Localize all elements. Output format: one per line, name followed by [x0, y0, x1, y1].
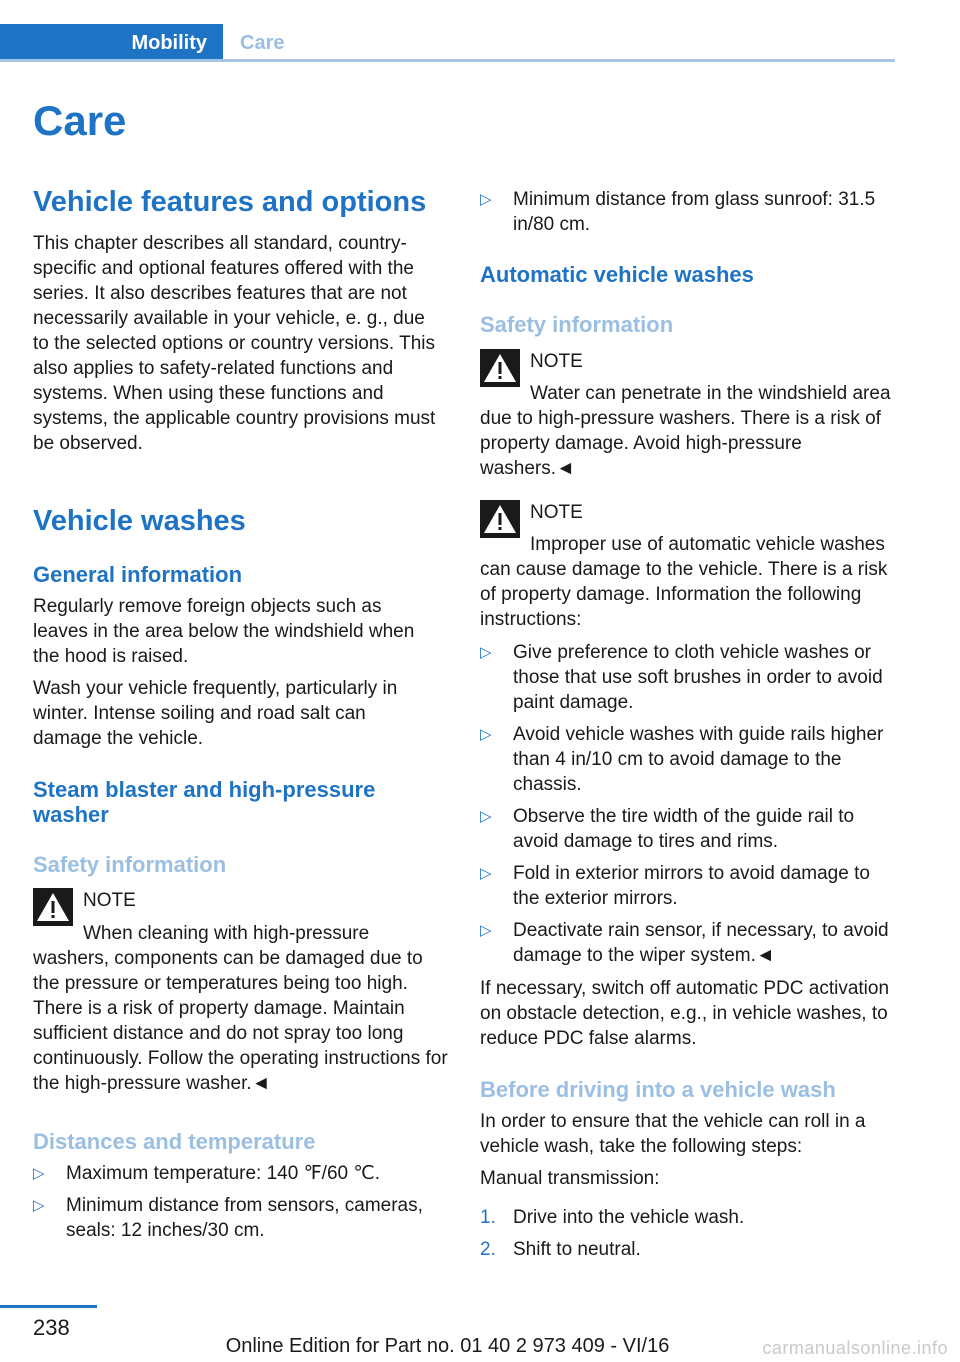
step-number: 1. — [480, 1207, 496, 1228]
note-label: NOTE — [530, 502, 583, 523]
list-item: ▷ Maximum temperature: 140 ℉/60 ℃. — [33, 1163, 380, 1184]
edition-text: Online Edition for Part no. 01 40 2 973 409 - VI/16 — [225, 1335, 670, 1357]
steps-list — [480, 1205, 896, 1262]
note-windshield — [480, 349, 896, 481]
heading-distances-temperature: Distances and temperature — [33, 1129, 316, 1154]
list-item: ▷ Minimum distance from sensors, cameras, seals: 12 inches/30 cm. — [33, 1195, 423, 1241]
heading-vehicle-washes: Vehicle washes — [33, 505, 246, 537]
note-automatic-washes — [480, 500, 896, 632]
warning-icon — [480, 349, 520, 387]
heading-general-information: General information — [33, 562, 243, 587]
note-text — [33, 888, 448, 1096]
warning-icon — [480, 500, 520, 538]
step-number: 2. — [480, 1239, 496, 1260]
heading-before-driving: Before driving into a vehicle wash — [480, 1077, 836, 1102]
list-item: ▷ Observe the tire width of the guide rail to avoid damage to tires and rims. — [480, 806, 855, 852]
list-item: ▷ Deactivate rain sensor, if necessary, to avoid damage to the wiper system.◄ — [480, 920, 889, 966]
page-title: Care — [33, 97, 127, 144]
list-item: ▷ Avoid vehicle washes with guide rails higher than 4 in/10 cm to avoid damage to the chassis. — [480, 724, 884, 795]
tab-care[interactable]: Care — [240, 32, 285, 54]
manual-transmission-label: Manual transmission: — [480, 1168, 660, 1189]
warning-icon — [33, 888, 73, 926]
triangle-bullet-icon: ▷ — [480, 644, 492, 661]
note-text-content: Improper use of automatic vehicle washes can cause damage to the vehicle. There is a risk of property damage. Information the following instructions: — [480, 534, 888, 630]
triangle-bullet-icon: ▷ — [480, 865, 492, 882]
heading-automatic-vehicle-washes: Automatic vehicle washes — [480, 262, 754, 287]
tab-mobility[interactable]: Mobility — [0, 24, 223, 62]
note-label: NOTE — [530, 351, 583, 372]
triangle-bullet-icon: ▷ — [480, 191, 492, 208]
note-text-content: When cleaning with high-pressure washers, components can be damaged due to the pressure or temperatures being too high. There is a risk of property damage. Maintain sufficient distance and do not spray too long continuously. Follow the operating instructions for the high-pressure washer.◄ — [33, 923, 448, 1094]
general-paragraph-2: Wash your vehicle frequently, particularly in winter. Intense soiling and road salt can damage the vehicle. — [33, 678, 398, 749]
header-rule — [0, 59, 895, 62]
note-text-content: Water can penetrate in the windshield area due to high-pressure washers. There is a risk of property damage. Avoid high-pressure washers.◄ — [480, 383, 891, 479]
page-number: 238 — [33, 1315, 70, 1340]
list-item: ▷ Minimum distance from glass sunroof: 31.5 in/80 cm. — [480, 189, 876, 235]
note-label: NOTE — [83, 890, 136, 911]
list-item: ▷ Give preference to cloth vehicle washes or those that use soft brushes in order to avoid paint damage. — [480, 642, 883, 713]
vehicle-features-body: This chapter describes all standard, country-specific and optional features offered with the series. It also describes features that are not necessarily available in your vehicle, e. g., due to the selected options or country versions. This also applies to safety-related functions and systems. When using these functions and systems, the applicable country provisions must be observed. — [33, 233, 436, 454]
list-item: 2. Shift to neutral. — [480, 1239, 641, 1260]
triangle-bullet-icon: ▷ — [480, 726, 492, 743]
pdc-paragraph: If necessary, switch off automatic PDC activation on obstacle detection, e.g., in vehicle washes, to reduce PDC false alarms. — [480, 978, 890, 1049]
heading-safety-information-2: Safety information — [480, 312, 674, 337]
general-paragraph-1: Regularly remove foreign objects such as leaves in the area below the windshield when the hood is raised. — [33, 596, 415, 667]
triangle-bullet-icon: ▷ — [33, 1165, 45, 1182]
list-item: 1. Drive into the vehicle wash. — [480, 1207, 745, 1228]
list-item: ▷ Fold in exterior mirrors to avoid damage to the exterior mirrors. — [480, 863, 870, 909]
triangle-bullet-icon: ▷ — [33, 1197, 45, 1214]
note-high-pressure — [33, 888, 448, 1096]
distances-list — [33, 1161, 445, 1243]
header-bar — [0, 24, 895, 62]
footer-rule — [0, 1305, 97, 1308]
triangle-bullet-icon: ▷ — [480, 922, 492, 939]
distances-list-continued — [480, 187, 896, 237]
heading-safety-information: Safety information — [33, 852, 227, 877]
heading-steam-blaster: Steam blaster and high-pressure washer — [33, 777, 376, 827]
triangle-bullet-icon: ▷ — [480, 808, 492, 825]
heading-vehicle-features: Vehicle features and options — [33, 186, 427, 218]
instructions-list — [480, 640, 896, 968]
watermark: carmanualsonline.info — [762, 1338, 948, 1358]
before-paragraph: In order to ensure that the vehicle can roll in a vehicle wash, take the following steps: — [480, 1111, 866, 1157]
